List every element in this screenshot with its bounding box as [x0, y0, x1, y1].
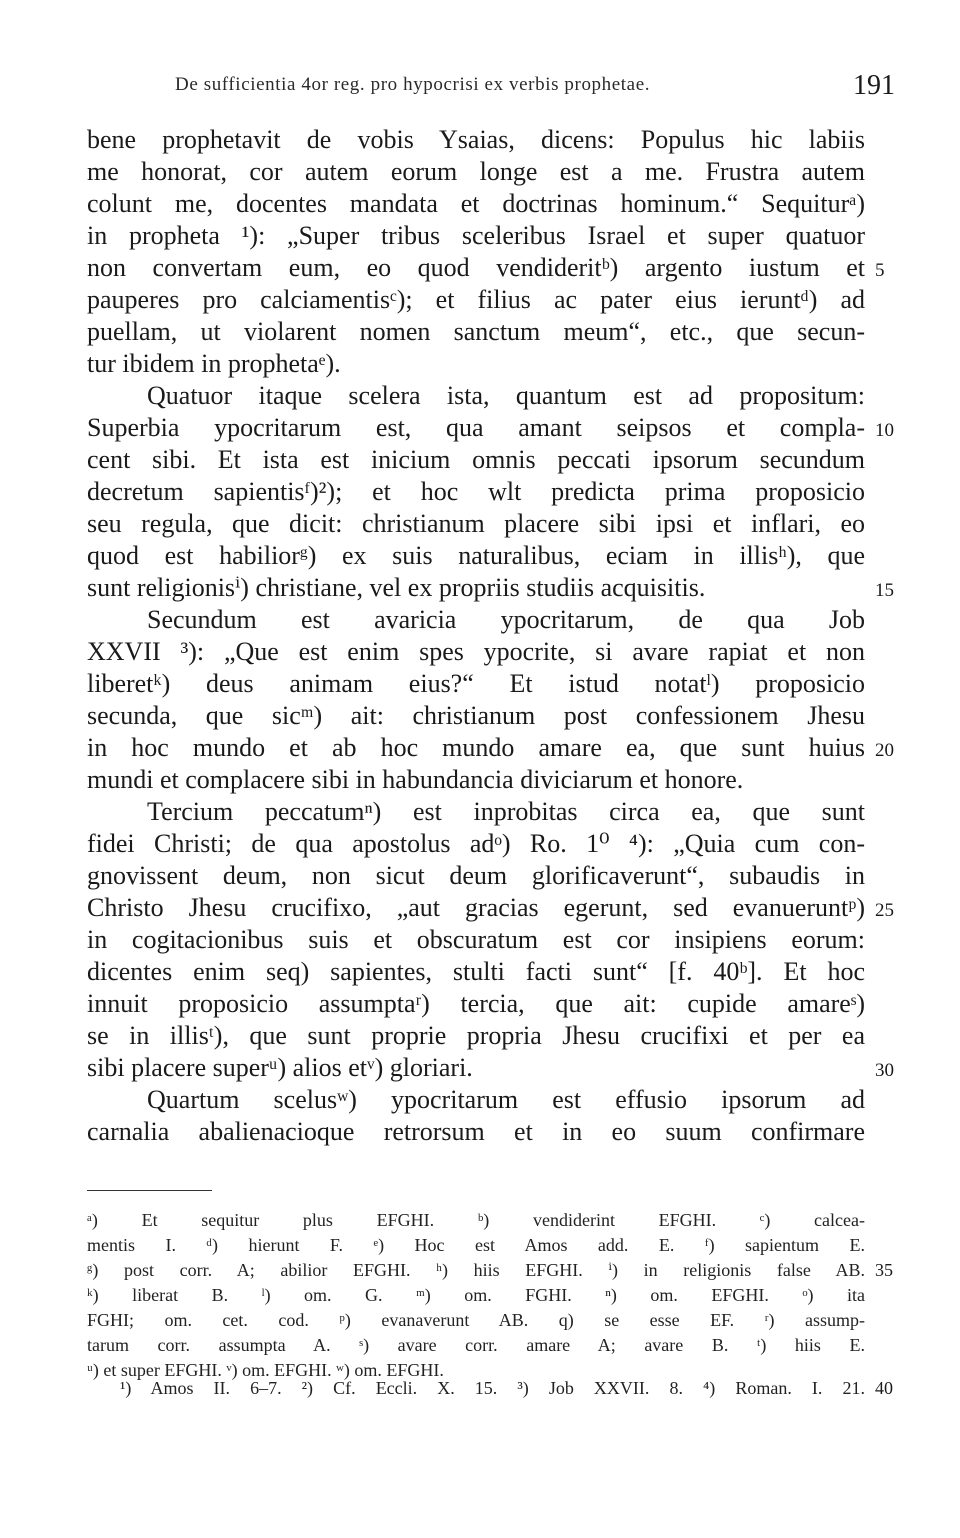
- page-number: 191: [853, 70, 895, 101]
- footnote-line: FGHI; om. cet. cod. ᵖ) evanaverunt AB. q) se esse EF. ʳ) assump-: [87, 1310, 865, 1330]
- text-line: secunda, que sicᵐ) ait: christianum post confessionem Jhesu: [87, 701, 865, 730]
- text-line: tur ibidem in prophetaᵉ).: [87, 349, 341, 378]
- line-number: 5: [875, 260, 885, 281]
- text-line: non convertam eum, eo quod vendideritᵇ) argento iustum et: [87, 253, 865, 282]
- line-number: 40: [875, 1378, 893, 1398]
- text-line: cent sibi. Et ista est inicium omnis peccati ipsorum secundum: [87, 445, 865, 474]
- footnote-line: ᵍ) post corr. A; abilior EFGHI. ʰ) hiis EFGHI. ⁱ) in religionis false AB.: [87, 1260, 865, 1280]
- text-line: puellam, ut violarent nomen sanctum meum“, etc., que secun-: [87, 317, 865, 346]
- text-line: innuit proposicio assumptaʳ) tercia, que ait: cupide amareˢ): [87, 989, 865, 1018]
- line-number: 20: [875, 740, 894, 761]
- text-line: pauperes pro calciamentisᶜ); et filius ac pater eius ieruntᵈ) ad: [87, 285, 865, 314]
- line-number: 30: [875, 1060, 894, 1081]
- line-number: 15: [875, 580, 894, 601]
- text-line: in cogitacionibus suis et obscuratum est cor insipiens eorum:: [87, 925, 865, 954]
- text-line: Christo Jhesu crucifixo, „aut gracias egerunt, sed evanueruntᵖ): [87, 893, 865, 922]
- text-line: Superbia ypocritarum est, qua amant seipsos et compla-: [87, 413, 865, 442]
- footnote-line: mentis I. ᵈ) hierunt F. ᵉ) Hoc est Amos add. E. ᶠ) sapientum E.: [87, 1235, 865, 1255]
- text-line: gnovissent deum, non sicut deum glorificaverunt“, subaudis in: [87, 861, 865, 890]
- text-line: in hoc mundo et ab hoc mundo amare ea, que sunt huius: [87, 733, 865, 762]
- text-line: bene prophetavit de vobis Ysaias, dicens: Populus hic labiis: [87, 125, 865, 154]
- text-line: in propheta ¹): „Super tribus sceleribus Israel et super quatuor: [87, 221, 865, 250]
- text-line: dicentes enim seq) sapientes, stulti facti sunt“ [f. 40ᵇ]. Et hoc: [87, 957, 865, 986]
- line-number: 25: [875, 900, 894, 921]
- text-line: sibi placere superᵘ) alios etᵛ) gloriari.: [87, 1053, 473, 1082]
- running-head: De sufficientia 4or reg. pro hypocrisi ex verbis prophetae.: [175, 74, 651, 95]
- text-line: Quartum scelusʷ) ypocritarum est effusio ipsorum ad: [147, 1085, 865, 1114]
- text-line: Tercium peccatumⁿ) est inprobitas circa ea, que sunt: [147, 797, 865, 826]
- text-line: Quatuor itaque scelera ista, quantum est ad propositum:: [147, 381, 865, 410]
- footnote-separator: [87, 1190, 212, 1191]
- text-line: XXVII ³): „Que est enim spes ypocrite, si avare rapiat et non: [87, 637, 865, 666]
- text-line: carnalia abalienacioque retrorsum et in eo suum confirmare: [87, 1117, 865, 1146]
- footnote-line: ᵏ) liberat B. ˡ) om. G. ᵐ) om. FGHI. ⁿ) om. EFGHI. ᵒ) ita: [87, 1285, 865, 1305]
- text-line: sunt religionisⁱ) christiane, vel ex propriis studiis acquisitis.: [87, 573, 706, 602]
- footnote-line: ᵘ) et super EFGHI. ᵛ) om. EFGHI. ʷ) om. EFGHI.: [87, 1360, 444, 1380]
- text-line: liberetᵏ) deus animam eius?“ Et istud notatˡ) proposicio: [87, 669, 865, 698]
- text-line: se in illisᵗ), que sunt proprie propria Jhesu crucifixi et per ea: [87, 1021, 865, 1050]
- source-citations: ¹) Amos II. 6–7. ²) Cf. Eccli. X. 15. ³) Job XXVII. 8. ⁴) Roman. I. 21.: [120, 1378, 865, 1398]
- text-line: colunt me, docentes mandata et doctrinas hominum.“ Sequiturᵃ): [87, 189, 865, 218]
- line-number: 10: [875, 420, 894, 441]
- text-line: fidei Christi; de qua apostolus adᵒ) Ro. 1⁰ ⁴): „Quia cum con-: [87, 829, 865, 858]
- text-line: seu regula, que dicit: christianum placere sibi ipsi et inflari, eo: [87, 509, 865, 538]
- text-line: decretum sapientisᶠ)²); et hoc wlt predicta prima proposicio: [87, 477, 865, 506]
- text-line: Secundum est avaricia ypocritarum, de qua Job: [147, 605, 865, 634]
- text-line: me honorat, cor autem eorum longe est a me. Frustra autem: [87, 157, 865, 186]
- text-line: mundi et complacere sibi in habundancia diviciarum et honore.: [87, 765, 744, 794]
- footnote-line: ᵃ) Et sequitur plus EFGHI. ᵇ) vendiderint EFGHI. ᶜ) calcea-: [87, 1210, 865, 1230]
- page-header: [175, 66, 895, 110]
- footnote-line: tarum corr. assumpta A. ˢ) avare corr. amare A; avare B. ᵗ) hiis E.: [87, 1335, 865, 1355]
- line-number: 35: [875, 1260, 893, 1280]
- text-line: quod est habiliorᵍ) ex suis naturalibus, eciam in illisʰ), que: [87, 541, 865, 570]
